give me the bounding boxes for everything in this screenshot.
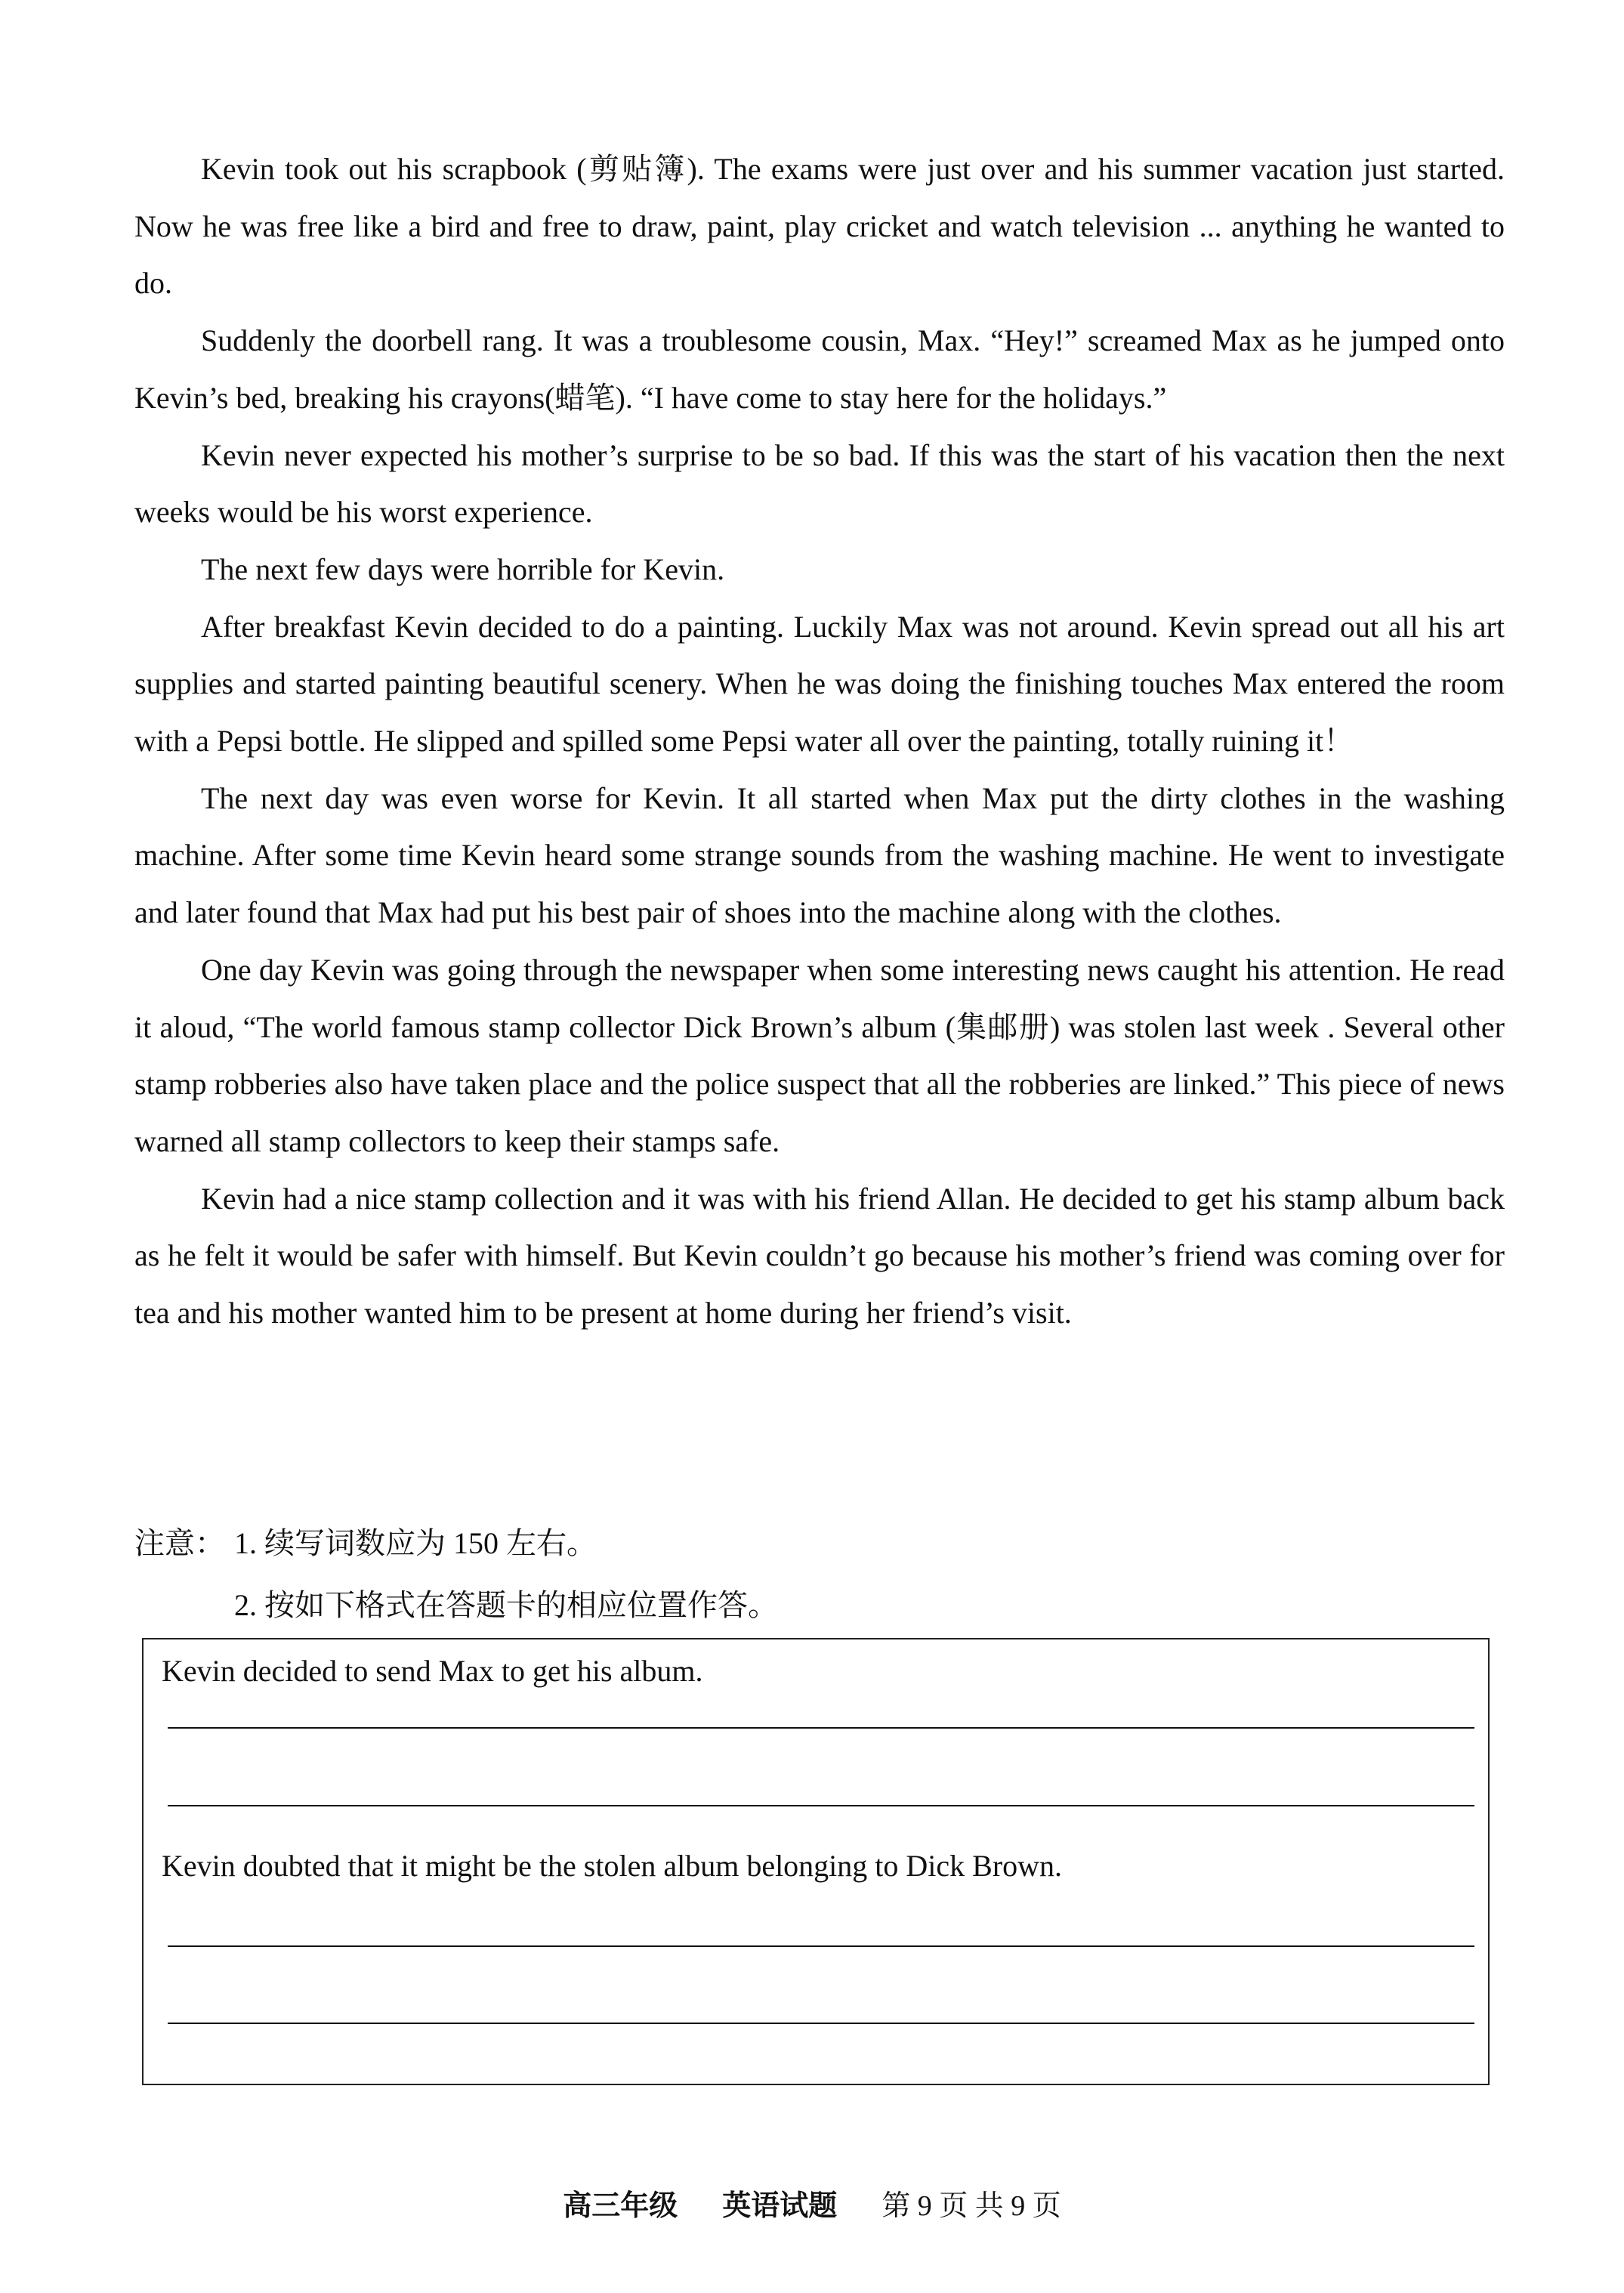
passage-paragraph: The next few days were horrible for Kevin.: [201, 552, 725, 586]
passage-paragraph: The next day was even worse for Kevin. It all started when Max put the dirty clothes in the washing machine. After some time Kevin heard some strange sounds from the washing machine. He went to investigate and later found that Max had put his best pair of shoes into the machine along with the clothes.: [134, 780, 1505, 930]
passage-paragraph: Kevin took out his scrapbook (剪贴簿). The exams were just over and his summer vacation just started. Now he was free like a bird and free to draw, paint, play cricket and watch television ... anything he wanted to do.: [134, 152, 1505, 301]
answer-box: [142, 1638, 1490, 2085]
footer-subject: 英语试题: [722, 2190, 838, 2222]
footer-page-number: 第 9 页 共 9 页: [881, 2190, 1061, 2222]
note-prefix: 注意：: [134, 1526, 225, 1560]
note-line: [134, 1575, 1505, 1636]
writing-line: [168, 1805, 1474, 1806]
note-line: [134, 1513, 1505, 1575]
passage-paragraph: Kevin had a nice stamp collection and it was with his friend Allan. He decided to get his stamp album back as he felt it would be safer with himself. But Kevin couldn’t go because his mother’s friend was coming over for tea and his mother wanted him to be present at home during her friend’s visit.: [134, 1181, 1505, 1330]
page-footer: [0, 2188, 1624, 2224]
instructions-notes: [134, 1513, 1505, 1636]
note-indent: [134, 1575, 234, 1636]
writing-line: [168, 1945, 1474, 1947]
note-item: 2. 按如下格式在答题卡的相应位置作答。: [234, 1588, 778, 1622]
continuation-prompt-2: Kevin doubted that it might be the stolen album belonging to Dick Brown.: [162, 1849, 1063, 1883]
writing-line: [168, 1727, 1474, 1729]
footer-grade: 高三年级: [563, 2190, 678, 2222]
passage-paragraph: After breakfast Kevin decided to do a painting. Luckily Max was not around. Kevin spread out all his art supplies and started painting beautiful scenery. When he was doing the finishing touches Max entered the room with a Pepsi bottle. He slipped and spilled some Pepsi water all over the painting, totally ruining it！: [134, 609, 1505, 759]
passage-paragraph: One day Kevin was going through the newspaper when some interesting news caught his attention. He read it aloud, “The world famous stamp collector Dick Brown’s album (集邮册) was stolen last week . Several other stamp robberies also have taken place and the police suspect that all the robberies are linked.” This piece of news warned all stamp collectors to keep their stamps safe.: [134, 952, 1505, 1158]
writing-line: [168, 2023, 1474, 2024]
story-passage: [134, 141, 1505, 1342]
note-item: 1. 续写词数应为 150 左右。: [234, 1526, 597, 1560]
passage-paragraph: Suddenly the doorbell rang. It was a troublesome cousin, Max. “Hey!” screamed Max as he jumped onto Kevin’s bed, breaking his crayons(蜡笔). “I have come to stay here for the holidays.”: [134, 323, 1505, 415]
passage-paragraph: Kevin never expected his mother’s surprise to be so bad. If this was the start of his vacation then the next weeks would be his worst experience.: [134, 437, 1505, 530]
continuation-prompt-1: Kevin decided to send Max to get his album.: [162, 1654, 703, 1688]
